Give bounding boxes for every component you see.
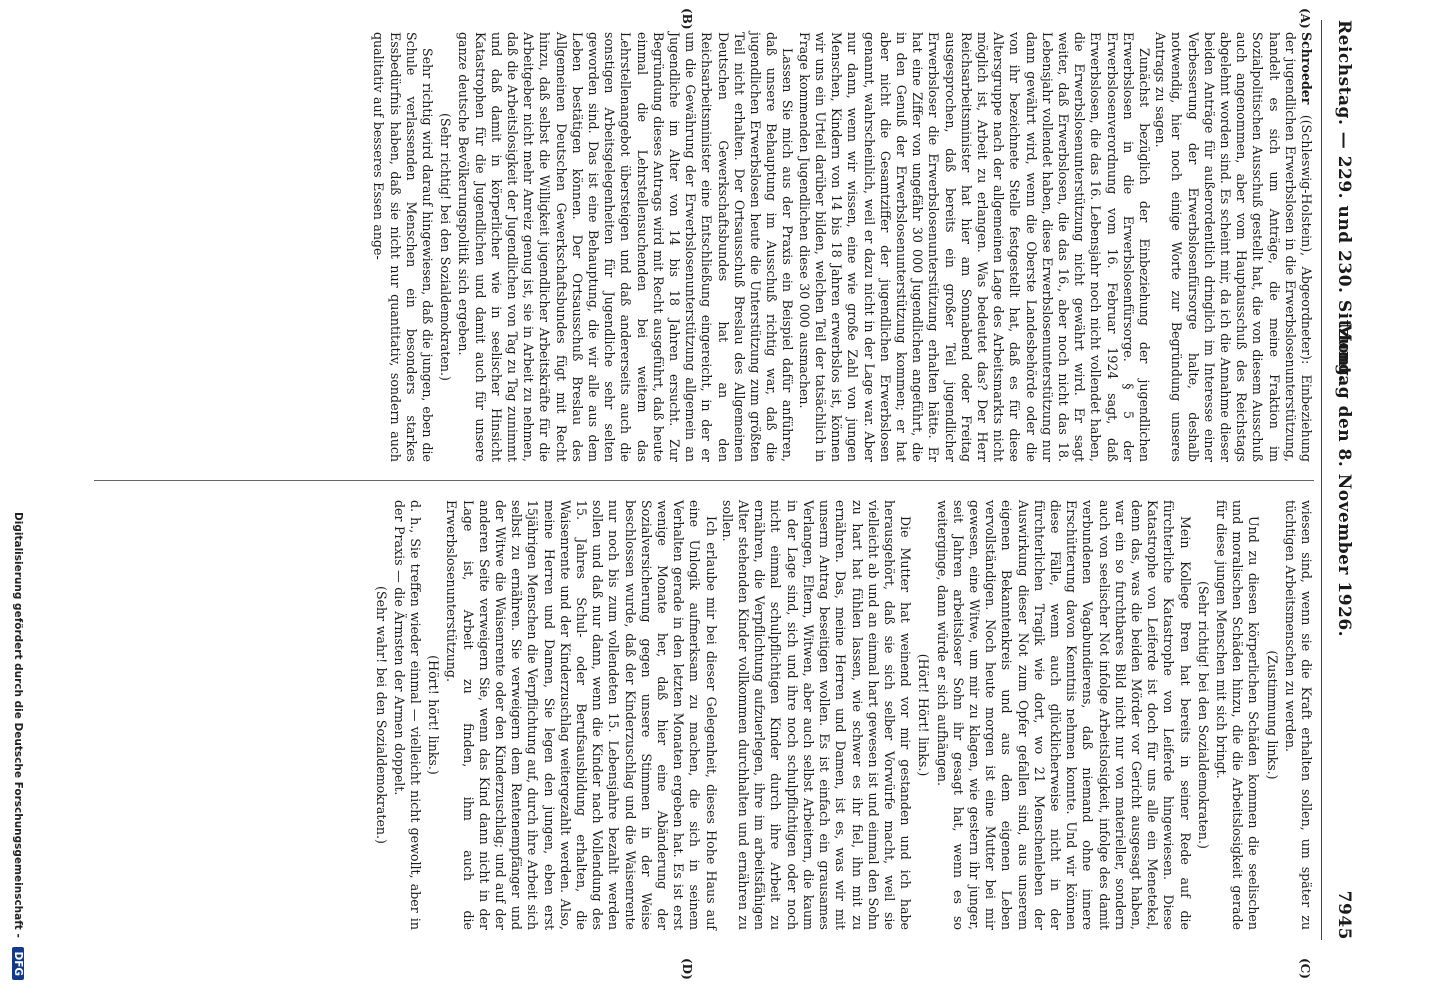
margin-marker-b: (B) (680, 8, 694, 30)
paragraph: Einbeziehung der jugendlichen Erwerbslosen in die Erwerbslosenunterstützung, handelt es sich um Anträge, die meine Fraktion im Sozialpolitischen Ausschuß gestellt hat, die von diesem Ausschuß auch angenommen, aber vom Hauptausschuß des Reichstags abgelehnt worden sind. Es scheint mir, da ich die Annahme dieser beiden Anträge für außerordentlich dringlich im Interesse einer Verbesserung der Erwerbslosenfürsorge halte, deshalb notwendig, hier noch einige Worte zur Begründung unseres Antrags zu sagen. (1153, 32, 1314, 462)
paragraph: Lassen Sie mich aus der Praxis ein Beispiel dafür anführen, daß unsere Behauptung im Ausschuß richtig war, daß die jugendlichen Erwerbslosen heute die Unterstützung zum größten Teil nicht erhalten. Der Ortsausschuß Breslau des Allgemeinen Deutschen Gewerkschaftsbundes hat an den Reichsarbeitsminister eine Entschließung eingereicht, in der er um die Gewährung der Erwerbslosenunterstützung allgemein an Jugendliche im Alter von 14 bis 18 Jahren ersucht. Zur Begründung dieses Antrags wird mit Recht ausgeführt, daß heute einmal die Lehrstellensuchenden bei weitem das Lehrstellenangebot übersteigen und daß andererseits auch die sonstigen Arbeitsgelegenheiten für Jugendliche sehr selten geworden sind. Das ist eine Behauptung, die wir alle aus dem Leben bestätigen können. Der Ortsausschuß Breslau des Allgemeinen Deutschen Gewerkschaftsbundes fügt mit Recht hinzu, daß selbst die Willigkeit jugendlicher Arbeitskräfte für die Arbeitgeber nicht mehr Anreiz genug ist, sie in Arbeit zu nehmen, daß die Arbeitslosigkeit der Jugendlichen von Tag zu Tag zunimmt und daß damit in körperlicher wie in seelischer Hinsicht Katastrophen für die Jugendlichen und damit auch für unsere ganze deutsche Bevölkerungspolitik sich ergeben. (456, 32, 796, 462)
speaker-name: Schroeder (1299, 32, 1314, 105)
paragraph: Zunächst bezüglich der Einbeziehung der jugendlichen Erwerbslosen in die Erwerbslosenfürsorge. § 5 der Erwerbslosenverordnung vom 16. Februar 1924 sagt, daß Erwerbslosen, die das 16. Lebensjahr noch nicht vollendet haben, die Erwerbslosenunterstützung nicht gewährt wird. Er sagt weiter, daß Erwerbslosen, die das 16., aber noch nicht das 18. Lebensjahr vollendet haben, diese Erwerbslosenunterstützung nur dann gewährt wird, wenn die Oberste Landesbehörde oder die von ihr bezeichnete Stelle festgestellt hat, daß es für diese Altersgruppe nach der allgemeinen Lage des Arbeitsmarkts nicht möglich ist, Arbeit zu erlangen. Was bedeutet das? Der Herr Reichsarbeitsminister hat hier am Sonnabend oder Freitag ausgesprochen, daß bereits ein großer Teil jugendlicher Erwerbsloser die Erwerbslosenunterstützung erhalten hätte. Er hat eine Ziffer von ungefähr 30 000 Jugendlichen angeführt, die in den Genuß der Erwerbslosenunterstützung kommen; er hat aber nicht die Gesamtziffer der jugendlichen Erwerbslosen genannt, wahrscheinlich, weil er dazu nicht in der Lage war. Aber nur dann, wenn wir wissen, eine wie große Zahl von jungen Menschen, Kindern von 14 bis 18 Jahren erwerbslos ist, können wir uns ein Urteil darüber bilden, welchen Teil der tatsächlich in Frage kommenden Jugendlichen diese 30 000 ausmachen. (796, 32, 1152, 462)
interjection: (Hört! hört! links.) (426, 655, 442, 775)
paragraph: Sehr richtig wird darauf hingewiesen, daß die jungen, eben die Schule verlassenden Menschen ein besonders starkes Essbedürfnis haben, daß sie nicht nur quantitativ, sondern auch qualitativ auf besseres Essen ange- (371, 32, 436, 462)
paragraph: Und zu diesen körperlichen Schäden kommen die seelischen und moralischen Schäden hinzu, die die Arbeitslosigkeit gerade für diese jungen Menschen mit sich bringt. (1213, 500, 1262, 930)
header-left: Reichstag. — 229. und 230. Sitzung. (1334, 20, 1354, 383)
interjection: (Sehr wahr! bei den Sozialdemokraten.) (373, 586, 389, 844)
interjection: (Zustimmung links.) (1264, 650, 1280, 780)
speaker-party: (Schleswig-Holstein), Abgeordneter (1299, 119, 1314, 356)
paragraph: Mein Kollege Bren hat bereits in seiner Rede auf die fürchterliche Katastrophe von Leiferde hingewiesen. Diese Katastrophe von Leiferde ist doch für uns alle ein Menetekel, denn das, was die beiden Mörder vor Gericht ausgesagt haben, war ein so furchtbares Bild nicht nur von materieller, sondern auch von seelischer Not infolge Arbeitslosigkeit, infolge des damit verbundenen Vagabundierens, daß niemand ohne innere Erschütterung davon Kenntnis nehmen konnte. Und wir können diese Fälle, wenn auch glücklicherweise nicht in der fürchterlichen Tragik wie dort, wo 21 Menschenleben der Auswirkung dieser Not zum Opfer gefallen sind, aus unserem eigenen Bekanntenkreis und aus dem eigenen Leben vervollständigen. Noch heute morgen ist eine Mutter bei mir gewesen, eine Witwe, um mir zu klagen, wie gestern ihr junger, seit Jahren arbeitsloser Sohn ihr gesagt hat, wenn es so weiterginge, dann würde er sich aufhängen. (934, 500, 1193, 930)
interjection: (Sehr richtig! bei den Sozialdemokraten.) (438, 113, 454, 381)
page-header (1324, 20, 1364, 940)
header-center: Montag den 8. November 1926. (1334, 322, 1354, 638)
paragraph: Ich erlaube mir bei dieser Gelegenheit, dieses Hohe Haus auf eine Unlogik aufmerksam zu machen, die sich in seinem Verhalten gerade in den letzten Monaten ergeben hat. Es ist erst wenige Monate her, daß hier eine Abänderung der Sozialversicherung gegen unsere Stimmen in der Weise beschlossen wurde, daß der Kinderzuschlag und die Waisenrente nur noch bis zum vollendeten 15. Lebensjahre bezahlt werden sollen und daß nur dann, wenn die Kinder nach Vollendung des 15. Jahres Schul- oder Berufsausbildung erhalten, die Waisenrente und der Kinderzuschlag weitergezahlt werden. Also, meine Herren und Damen, Sie legen den jungen, eben erst 15jährigen Menschen die Verpflichtung auf, durch ihre Arbeit sich selbst zu ernähren. Sie verweigern dem Rentenempfänger und der Witwe die Waisenrente oder den Kinderzuschlag; und auf der anderen Seite verweigern Sie, wenn das Kind dann nicht in der Lage ist, Arbeit zu finden, ihm auch die Erwerbslosenunterstützung. (444, 500, 719, 930)
paragraph: Die Mutter hat weinend vor mir gestanden und ich habe herausgehört, daß sie sich selber Vorwürfe macht, weil sie vielleicht ab und an einmal hart gewesen ist und einmal den Sohn zu hart hat fühlen lassen, wie schwer es ihr fiel, ihn mit zu ernähren. Das, meine Herren und Damen, ist es, was wir mit unserm Antrag beseitigen wollen. Es ist einfach ein grausames Verlangen, Eltern, Witwen, aber auch selbst Arbeitern, die kaum in der Lage sind, sich und ihre noch schulpflichtigen oder noch nicht einmal schulpflichtigen Kinder durch ihre Arbeit zu ernähren, die Verpflichtung aufzuerlegen, ihre im arbeitsfähigen Alter stehenden Kinder vollkommen durchhalten und ernähren zu sollen. (719, 500, 914, 930)
interjection: (Hört! Hört! links.) (916, 653, 932, 777)
paragraph: d. h., Sie treffen wieder einmal — vielleicht nicht gewollt, aber in der Praxis — die Ärmsten der Armen doppelt. (391, 500, 424, 930)
column-divider (94, 480, 1314, 481)
interjection: (Sehr richtig! bei den Sozialdemokraten.) (1195, 581, 1211, 849)
page-number: 7945 (1334, 890, 1354, 940)
right-column (370, 500, 1314, 930)
footer-text: Digitalisierung gefördert durch die Deutsche Forschungsgemeinschaft - (12, 512, 24, 938)
dfg-logo: DFG (12, 947, 24, 980)
digitization-footer (12, 20, 24, 980)
margin-marker-d: (D) (680, 958, 694, 980)
margin-marker-a: (A) (1298, 8, 1312, 29)
margin-marker-c: (C) (1298, 958, 1312, 979)
left-column (370, 32, 1314, 462)
paragraph: wiesen sind, wenn sie die Kraft erhalten sollen, um später zu tüchtigen Arbeitsmenschen zu werden. (1282, 500, 1314, 930)
header-rule (1321, 20, 1322, 940)
speaker-line: Schroeder ((Schleswig-Holstein), Abgeordneter): Einbeziehung der jugendlichen Erwerbslosen in die Erwerbslosenunterstützung, handelt es sich um Anträge, die meine Fraktion im Sozialpolitischen Ausschuß gestellt hat, die von diesem Ausschuß auch angenommen, aber vom Hauptausschuß des Reichstags abgelehnt worden sind. Es scheint mir, da ich die Annahme dieser beiden Anträge für außerordentlich dringlich im Interesse einer Verbesserung der Erwerbslosenfürsorge halte, deshalb notwendig, hier noch einige Worte zur Begründung unseres Antrags zu sagen. (1153, 32, 1314, 462)
